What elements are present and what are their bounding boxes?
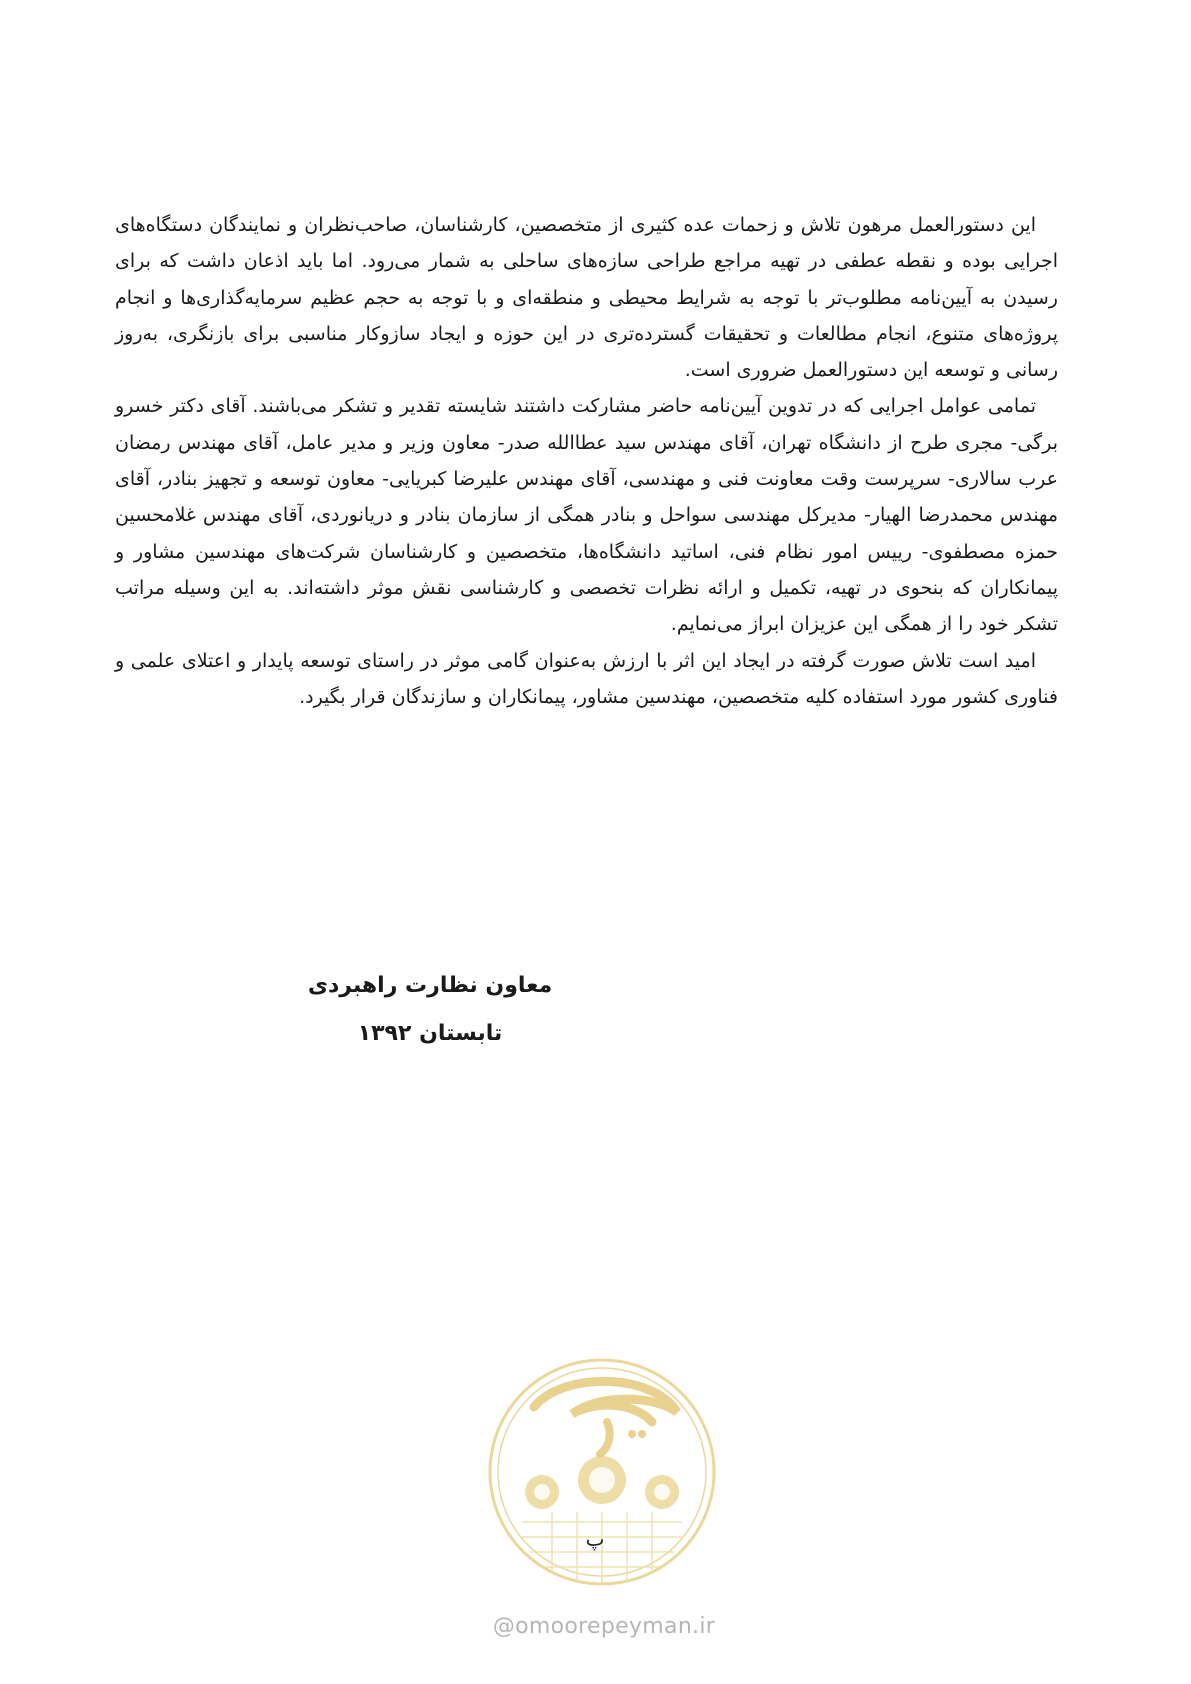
paragraph-contributors: تمامی عوامل اجرایی که در تدوین آیین‌نامه حاضر مشارکت داشتند شایسته تقدیر و تشکر می‌باشند. آقای دکتر خسرو برگی- مجری طرح از دانشگاه تهران، آقای مهندس سید عطاالله صدر- معاون وزیر و مدیر عامل، آقای مهندس رمضان عرب سالاری- سرپرست وقت معاونت فنی و مهندسی، آقای مهندس علیرضا کبریایی- معاون توسعه و تجهیز بنادر، آقای مهندس محمدرضا الهیار- مدیرکل مهندسی سواحل و بنادر همگی از سازمان بنادر و دریانوردی، آقای مهندس غلامحسین حمزه مصطفوی- رییس امور نظام فنی، اساتید دانشگاه‌ها، متخصصین و کارشناسان شرکت‌های مهندسین مشاور و پیمانکاران که بنحوی در تهیه، تکمیل و ارائه نظرات تخصصی و کارشناسی نقش موثر داشته‌اند. به این وسیله مراتب تشکر خود را از همگی این عزیزان ابراز می‌نمایم. [115,395,1058,636]
signature-title: معاون نظارت راهبردی [307,973,553,998]
body-text [115,207,1058,715]
paragraph-closing-hope: امید است تلاش صورت گرفته در ایجاد این اثر با ارزش به‌عنوان گامی موثر در راستای توسعه پایدار و اعتلای علمی و فناوری کشور مورد استفاده کلیه متخصصین، مهندسین مشاور، پیمانکاران و سازندگان قرار بگیرد. [115,649,1058,708]
page-number: پ [585,1527,605,1551]
website-watermark: @omoorepeyman.ir [492,1614,716,1639]
paragraph-acknowledgement-intro: این دستورالعمل مرهون تلاش و زحمات عده کثیری از متخصصین، کارشناسان، صاحب‌نظران و نمایندگان دستگاه‌های اجرایی بوده و نقطه عطفی در تهیه مراجع طراحی سازه‌های ساحلی به شمار می‌رود. اما باید اذعان داشت که برای رسیدن به آیین‌نامه مطلوب‌تر با توجه به شرایط محیطی و منطقه‌ای و با توجه به حجم عظیم سرمایه‌گذاری‌ها و انجام پروژه‌های متنوع، انجام مطالعات و تحقیقات گسترده‌تری در این حوزه و ایجاد سازوکار مناسبی برای بازنگری، به‌روز رسانی و توسعه این دستورالعمل ضروری است. [115,214,1058,382]
signature-date: تابستان ۱۳۹۲ [357,1021,503,1046]
omoorepeyman-logo-watermark [482,1352,722,1592]
